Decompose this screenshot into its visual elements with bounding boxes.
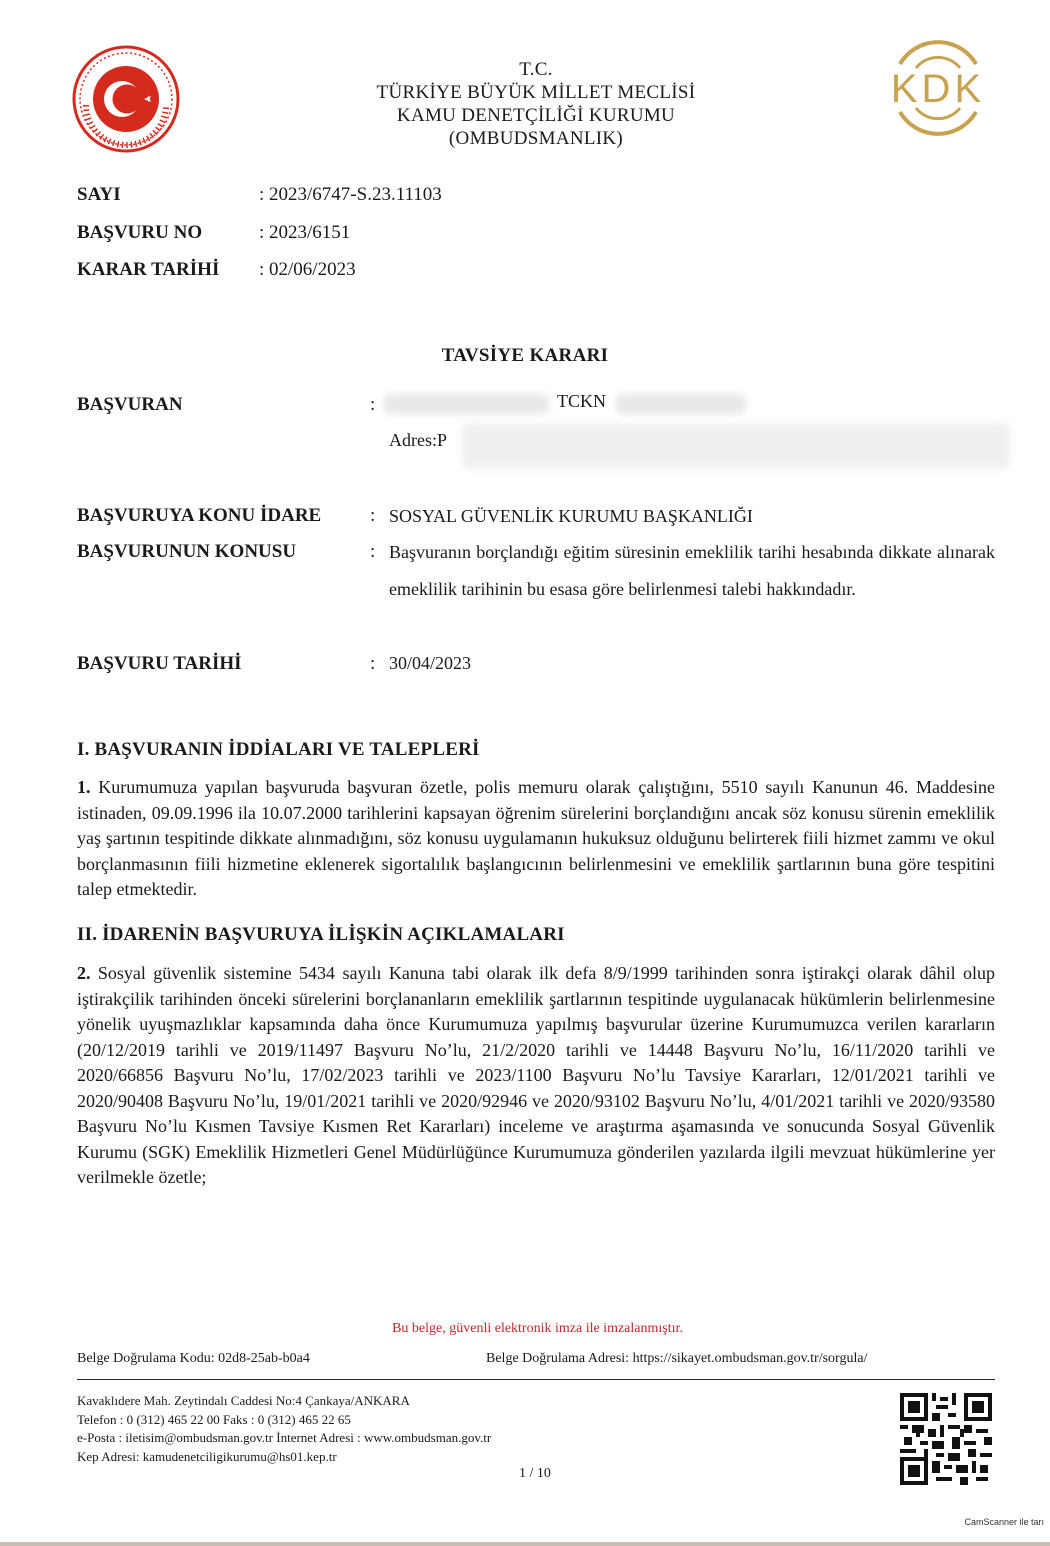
basvuru-no-value: : 2023/6151 — [259, 222, 351, 243]
section2-number: 2. — [77, 963, 91, 983]
contact-block — [77, 1392, 491, 1466]
verification-code: Belge Doğrulama Kodu: 02d8-25ab-b0a4 — [77, 1351, 310, 1366]
address-line: Kavaklıdere Mah. Zeytindalı Caddesi No:4 Çankaya/ANKARA — [77, 1393, 410, 1408]
decision-title: TAVSİYE KARARI — [441, 345, 609, 366]
sayi-label: SAYI — [77, 184, 121, 205]
section1-text: Kurumumuza yapılan başvuruda başvuran özetle, polis memuru olarak çalıştığını, 5510 sayılı Kanunun 46. Maddesine istinaden, 09.09.1996 ila 10.07.2000 tarihlerini kapsayan öğrenim sürelerini borçlandığını ancak söz konusu sürenin emeklilik yaş şartının tespitinde dikkate alınmadığını, söz konusu uygulamanın hukuksuz olduğunu belirterek fiili hizmet zammı ve okul borçlanmasının fiili hizmetine eklenerek sigortalılık başlangıcının belirlenmesini ve emeklilik şartlarının buna göre tespitini talep etmektedir. — [77, 777, 995, 899]
header-line-kdk: KAMU DENETÇİLİĞİ KURUMU — [396, 105, 676, 126]
header-line-tc: T.C. — [519, 59, 553, 80]
email-line[interactable]: e-Posta : iletisim@ombudsman.gov.tr İnternet Adresi : www.ombudsman.gov.tr — [77, 1430, 492, 1445]
section1-heading: I. BAŞVURANIN İDDİALARI VE TALEPLERİ — [77, 739, 480, 760]
section1-number: 1. — [77, 777, 91, 797]
phone-line: Telefon : 0 (312) 465 22 00 Faks : 0 (312) 465 22 65 — [77, 1411, 351, 1427]
section2-text: Sosyal güvenlik sistemine 5434 sayılı Kanuna tabi olarak ilk defa 8/9/1999 tarihinden sonra iştirakçi olarak dâhil olup iştirakçilik tarihinden önceki sürelerini borçlananların emeklilik şartlarının tespitinde uygulanacak hükümlerin belirlenmesine yönelik uyuşmazlıklar kapsamında daha önce Kurumumuza yapılmış başvurular üzerine Kurumumuzca verilen kararların (20/12/2019 tarihli ve 2019/11497 Başvuru No’lu, 21/2/2020 tarihli ve 14448 Başvuru No’lu, 16/11/2020 tarihli ve 2020/66856 Başvuru No’lu, 17/02/2023 tarihli ve 2023/1100 Başvuru No’lu Tavsiye Kararları, 12/01/2021 tarihli ve 2020/90408 Başvuru No’lu, 19/01/2021 tarihli ve 2020/92946 ve 2020/93102 Başvuru No’lu, 4/01/2021 tarihli ve 2020/93580 Başvuru No’lu Kısmen Tavsiye Kısmen Ret Kararları) inceleme ve araştırma aşamasında ve sonucunda Sosyal Güvenlik Kurumu (SGK) Emeklilik Hizmetleri Genel Müdürlüğünce Kurumumuza gönderilen yazılarda ilgili mevzuat hükümlerine yer verilmekle özetle; — [77, 963, 995, 1187]
sayi-value: : 2023/6747-S.23.11103 — [259, 184, 442, 205]
application-date-label: BAŞVURU TARİHİ — [77, 653, 242, 674]
administration-colon: : — [370, 505, 376, 526]
karar-tarihi-value: : 02/06/2023 — [259, 259, 356, 280]
applicant-label: BAŞVURAN — [77, 394, 183, 415]
verification-address[interactable]: Belge Doğrulama Adresi: https://sikayet.ombudsman.gov.tr/sorgula/ — [486, 1351, 868, 1366]
e-signature-note: Bu belge, güvenli elektronik imza ile imzalanmıştır. — [392, 1321, 683, 1336]
tckn-label: TCKN — [557, 391, 606, 411]
kep-line: Kep Adresi: kamudenetciligikurumu@hs01.kep.tr — [77, 1448, 337, 1464]
svg-text:KDK: KDK — [890, 67, 986, 111]
bottom-edge — [0, 1542, 1050, 1546]
administration-label: BAŞVURUYA KONU İDARE — [77, 505, 322, 526]
basvuru-no-label: BAŞVURU NO — [77, 222, 203, 243]
section2-heading: II. İDARENİN BAŞVURUYA İLİŞKİN AÇIKLAMALARI — [77, 924, 565, 945]
application-date-value: 30/04/2023 — [389, 653, 472, 673]
footer-divider — [77, 1379, 995, 1380]
application-date-colon: : — [370, 653, 376, 674]
document-header — [0, 58, 1050, 150]
applicant-colon: : — [370, 394, 376, 415]
header-line-tbmm: TÜRKİYE BÜYÜK MİLLET MECLİSİ — [376, 82, 696, 103]
redacted-name — [384, 394, 549, 414]
karar-tarihi-label: KARAR TARİHİ — [77, 259, 220, 280]
subject-colon: : — [370, 541, 376, 562]
subject-value: Başvuranın borçlandığı eğitim süresinin emeklilik tarihi hesabında dikkate alınarak emeklilik tarihinin bu esasa göre belirlenmesi talebi hakkındadır. — [389, 542, 995, 599]
redacted-address — [462, 424, 1010, 468]
header-line-ombudsman: (OMBUDSMANLIK) — [448, 128, 624, 149]
subject-label: BAŞVURUNUN KONUSU — [77, 541, 297, 562]
section2-paragraph — [77, 961, 995, 1191]
address-label: Adres:P — [389, 430, 447, 450]
section1-paragraph — [77, 775, 995, 903]
redacted-tckn — [616, 394, 746, 414]
page-number: 1 / 10 — [519, 1466, 551, 1481]
scanner-watermark: CamScanner ile tarı — [964, 1517, 1044, 1527]
administration-value: SOSYAL GÜVENLİK KURUMU BAŞKANLIĞI — [389, 506, 753, 526]
